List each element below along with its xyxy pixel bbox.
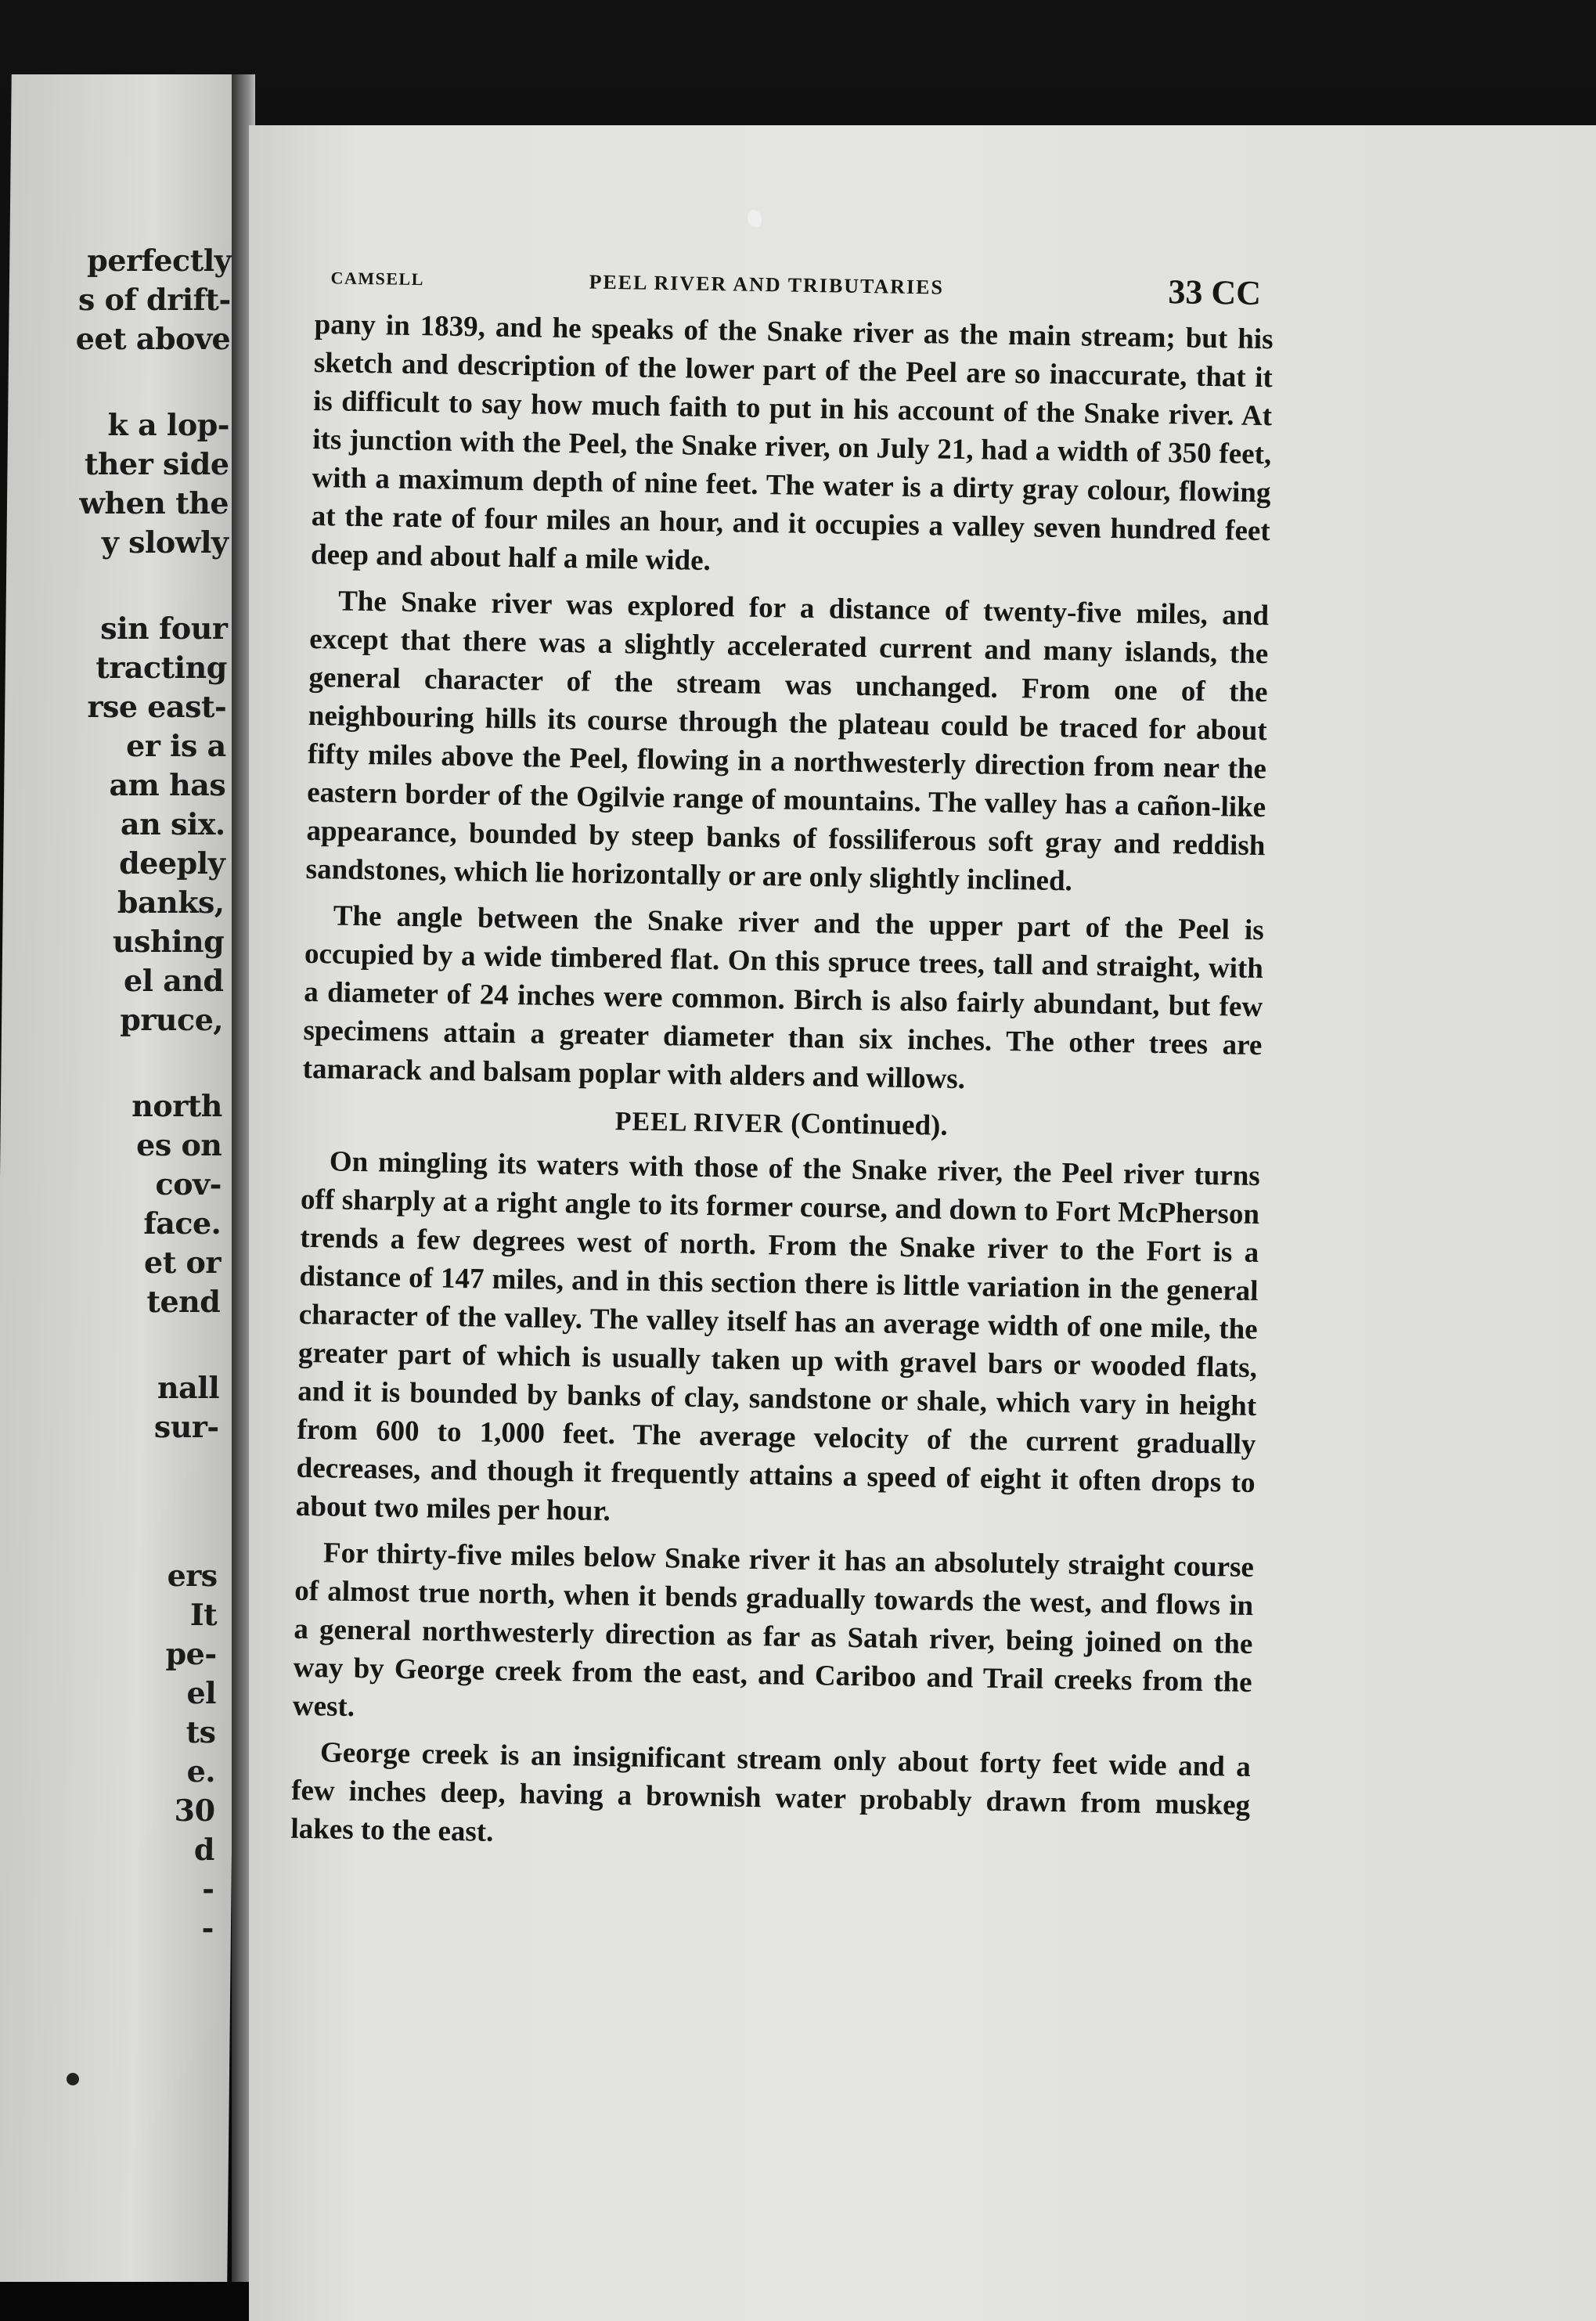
section-heading	[301, 1099, 1261, 1148]
facing-page-fragment: e.	[186, 1753, 216, 1789]
facing-page-fragment: es on	[135, 1127, 222, 1162]
facing-page-fragment: ther side	[84, 446, 229, 481]
facing-page	[0, 74, 250, 2282]
section-heading-main: PEEL RIVER	[614, 1107, 784, 1139]
facing-page-fragment: when the	[79, 485, 229, 521]
facing-page-fragment: tracting	[95, 650, 228, 685]
facing-page-fragment: el and	[123, 963, 224, 998]
facing-page-fragment: eet above	[75, 321, 231, 356]
facing-page-fragment: k a lop-	[107, 407, 230, 442]
facing-page-fragment: banks,	[117, 885, 225, 920]
facing-page-fragment: an six.	[120, 806, 225, 842]
scan-speck	[748, 210, 762, 227]
document-page	[249, 125, 1596, 2321]
paragraph: On mingling its waters with those of the Snake river, the Peel river turns off sharply at a right angle to its former course, and down to Fort McPherson trends a few degrees west of north. From the Snake river to the Fort is a distance of 147 miles, and in this section there is little variation in the general character of the valley. The valley itself has an average width of one mile, the greater part of which is usually taken up with gravel bars or wooded flats, and it is bounded by banks of clay, sandstone or shale, which vary in height from 600 to 1,000 feet. The average velocity of the current gradually decreases, and though it frequently attains a speed of eight it often drops to about two miles per hour.	[295, 1145, 1261, 1528]
facing-page-fragment: ers	[167, 1558, 218, 1593]
facing-page-fragment: perfectly	[87, 243, 232, 278]
facing-page-fragment: pe-	[165, 1636, 217, 1671]
scan-dot	[67, 2073, 79, 2085]
facing-page-fragment: deeply	[118, 845, 225, 881]
facing-page-fragment: tend	[146, 1284, 221, 1319]
facing-page-fragment: rse east-	[87, 689, 227, 724]
facing-page-fragment: north	[131, 1088, 223, 1123]
facing-page-fragment: sur-	[153, 1409, 219, 1444]
running-title: PEEL RIVER AND TRIBUTARIES	[589, 270, 945, 299]
running-author: CAMSELL	[330, 268, 425, 290]
facing-page-fragment: ts	[186, 1714, 216, 1750]
facing-page-fragment: d	[193, 1832, 215, 1867]
facing-page-fragment: face.	[143, 1206, 222, 1241]
facing-page-fragment: y slowly	[101, 524, 229, 560]
facing-page-fragment: s of drift-	[77, 282, 231, 317]
paragraph: For thirty-five miles below Snake river it has an absolutely straight course of almost true north, when it bends gradually towards the west, and flows in a general northwesterly direction as far as Satah river, being joined on the way by George creek from the east, and Cariboo and Trail creeks from the west.	[292, 1537, 1255, 1724]
facing-page-fragment: pruce,	[120, 1002, 224, 1037]
paragraph: The Snake river was explored for a distance of twenty-five miles, and except that there was a slightly accelerated current and many islands, the general character of the stream was unchanged. From one of the neighbouring hills its course through the plateau could be traced for about fifty miles above the Peel, flowing in a northwesterly direction from near the eastern border of the Ogilvie range of mountains. The valley has a cañon-like appearance, bounded by steep banks of fossiliferous soft gray and reddish sandstones, which lie horizontally or are only slightly inclined.	[305, 585, 1270, 898]
facing-page-fragment: ushing	[112, 924, 225, 959]
facing-page-fragment: et or	[143, 1245, 222, 1280]
facing-page-fragment: cov-	[155, 1166, 222, 1202]
facing-page-fragment: -	[201, 1871, 214, 1906]
paragraph: George creek is an insignificant stream only about forty feet wide and a few inches deep, having a brownish water probably drawn from muskeg lakes to the east.	[290, 1736, 1252, 1848]
facing-page-fragment: -	[201, 1910, 214, 1945]
facing-page-fragment: el	[186, 1675, 217, 1710]
paragraph: pany in 1839, and he speaks of the Snake river as the main stream; but his sketch and description of the lower part of the Peel are so inaccurate, that it is difficult to say how much faith to put in his account of the Snake river. At its junction with the Peel, the Snake river, on July 21, had a width of 350 feet, with a maximum depth of nine feet. The water is a dirty gray colour, flowing at the rate of four miles an hour, and it occupies a valley seven hundred feet deep and about half a mile wide.	[310, 308, 1274, 577]
page-number: 33 CC	[1168, 272, 1262, 312]
page-body	[290, 258, 1274, 1871]
facing-page-fragment: It	[189, 1597, 218, 1632]
facing-page-fragment: 30	[174, 1793, 215, 1828]
facing-page-fragment: sin four	[100, 611, 228, 646]
facing-page-fragment: er is a	[125, 728, 227, 763]
facing-page-fragment: nall	[157, 1370, 220, 1405]
section-heading-suffix: (Continued).	[790, 1107, 948, 1142]
facing-page-fragment: am has	[109, 767, 226, 802]
paragraph: The angle between the Snake river and the upper part of the Peel is occupied by a wide timbered flat. On this spruce trees, tall and straight, with a diameter of 24 inches were common. Birch is also fairly abundant, but few specimens attain a greater diameter than six inches. The other trees are tamarack and balsam poplar with alders and willows.	[302, 899, 1264, 1096]
